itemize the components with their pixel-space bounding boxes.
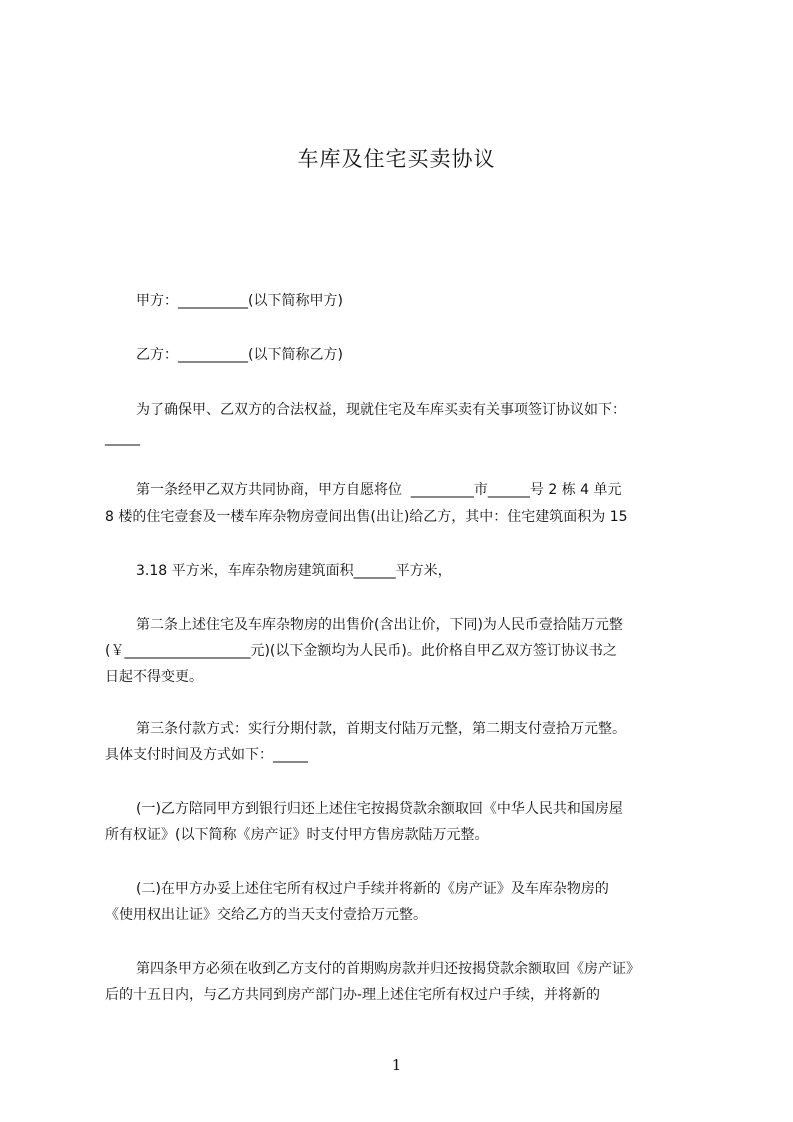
article-3-item-2-line-2: 《使用权出让证》交给乙方的当天支付壹拾万元整。 [105,907,427,923]
article-3-line-1: 第三条付款方式：实行分期付款，首期支付陆万元整，第二期支付壹拾万元整。 [136,721,626,737]
article-4-line-2: 后的十五日内，与乙方共同到房产部门办-理上述住宅所有权过户手续，并将新的 [105,987,601,1003]
preamble-blank: _____ [105,430,140,446]
article-4-line-1: 第四条甲方必须在收到乙方支付的首期购房款并归还按揭贷款余额取回《房产证》 [136,961,640,977]
article-1-line-2: 8 楼的住宅壹套及一楼车库杂物房壹间出售(出让)给乙方，其中：住宅建筑面积为 15 [105,509,628,525]
party-a-line: 甲方：__________(以下简称甲方) [136,293,343,309]
party-b-line: 乙方：__________(以下简称乙方) [136,347,343,363]
article-2-line-2: (￥__________________元)(以下金额均为人民币)。此价格自甲乙双方签订协议书之 [105,643,617,659]
document-title: 车库及住宅买卖协议 [297,147,496,171]
page-number: 1 [391,1056,402,1074]
article-3-item-1-line-2: 所有权证》(以下简称《房产证》时支付甲方售房款陆万元整。 [105,827,489,843]
article-2-line-1: 第二条上述住宅及车库杂物房的出售价(含出让价，下同)为人民币壹拾陆万元整 [136,617,623,633]
article-3-line-2: 具体支付时间及方式如下：_____ [105,747,308,763]
preamble-line: 为了确保甲、乙双方的合法权益，现就住宅及车库买卖有关事项签订协议如下： [136,402,626,418]
article-3-item-2-line-1: (二)在甲方办妥上述住宅所有权过户手续并将新的《房产证》及车库杂物房的 [136,881,609,897]
article-2-line-3: 日起不得变更。 [105,669,203,685]
article-1-line-3: 3.18 平方米，车库杂物房建筑面积______平方米， [136,563,452,579]
article-1-line-1: 第一条经甲乙双方共同协商，甲方自愿将位 _________市______号 2 栋 4 单元 [136,482,622,498]
article-3-item-1-line-1: (一)乙方陪同甲方到银行归还上述住宅按揭贷款余额取回《中华人民共和国房屋 [136,801,623,817]
